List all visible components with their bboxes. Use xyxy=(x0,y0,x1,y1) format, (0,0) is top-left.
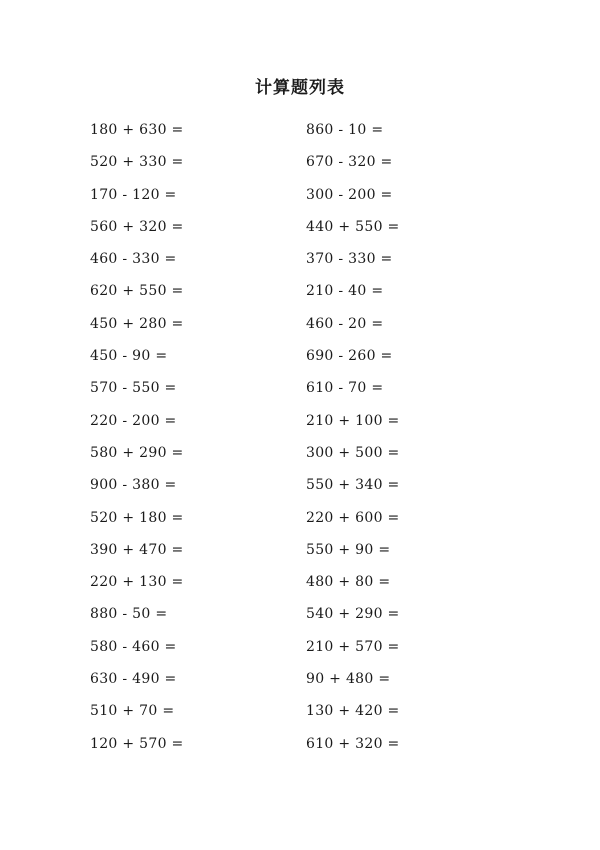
math-problem: 560 + 320 = xyxy=(90,218,184,235)
math-problem: 220 + 600 = xyxy=(306,509,400,526)
math-problem: 210 - 40 = xyxy=(306,283,384,300)
math-problem: 570 - 550 = xyxy=(90,380,177,397)
math-problem: 440 + 550 = xyxy=(306,218,400,235)
math-problem: 880 - 50 = xyxy=(90,606,168,623)
math-problem: 130 + 420 = xyxy=(306,703,400,720)
math-problem: 860 - 10 = xyxy=(306,122,384,138)
math-problem: 900 - 380 = xyxy=(90,477,177,494)
math-problem: 580 + 290 = xyxy=(90,444,184,461)
math-problem: 90 + 480 = xyxy=(306,671,391,688)
math-problem: 170 - 120 = xyxy=(90,186,177,203)
math-problem: 670 - 320 = xyxy=(306,154,393,171)
math-problem: 610 - 70 = xyxy=(306,380,384,397)
math-problem: 300 + 500 = xyxy=(306,444,400,461)
math-problem: 620 + 550 = xyxy=(90,283,184,300)
math-problem: 460 - 330 = xyxy=(90,251,177,268)
math-problem: 580 - 460 = xyxy=(90,638,177,655)
math-problem: 540 + 290 = xyxy=(306,606,400,623)
math-problem: 390 + 470 = xyxy=(90,541,184,558)
math-problem: 520 + 330 = xyxy=(90,154,184,171)
math-problem: 180 + 630 = xyxy=(90,122,184,138)
math-problem: 480 + 80 = xyxy=(306,574,391,591)
math-problem: 450 - 90 = xyxy=(90,348,168,365)
math-problem: 550 + 340 = xyxy=(306,477,400,494)
math-problem: 610 + 320 = xyxy=(306,735,400,752)
math-problem: 120 + 570 = xyxy=(90,735,184,752)
math-problem: 370 - 330 = xyxy=(306,251,393,268)
math-problem: 210 + 100 = xyxy=(306,412,400,429)
problem-column-left xyxy=(90,117,184,763)
math-problem: 210 + 570 = xyxy=(306,638,400,655)
math-problem: 520 + 180 = xyxy=(90,509,184,526)
page-title: 计算题列表 xyxy=(255,78,345,98)
math-problem: 460 - 20 = xyxy=(306,315,384,332)
math-problem: 550 + 90 = xyxy=(306,541,391,558)
math-problem: 690 - 260 = xyxy=(306,348,393,365)
math-problem: 220 + 130 = xyxy=(90,574,184,591)
math-problem: 450 + 280 = xyxy=(90,315,184,332)
math-problem: 510 + 70 = xyxy=(90,703,175,720)
math-problem: 300 - 200 = xyxy=(306,186,393,203)
problem-column-right xyxy=(306,117,400,763)
math-problem: 630 - 490 = xyxy=(90,671,177,688)
math-problem: 220 - 200 = xyxy=(90,412,177,429)
